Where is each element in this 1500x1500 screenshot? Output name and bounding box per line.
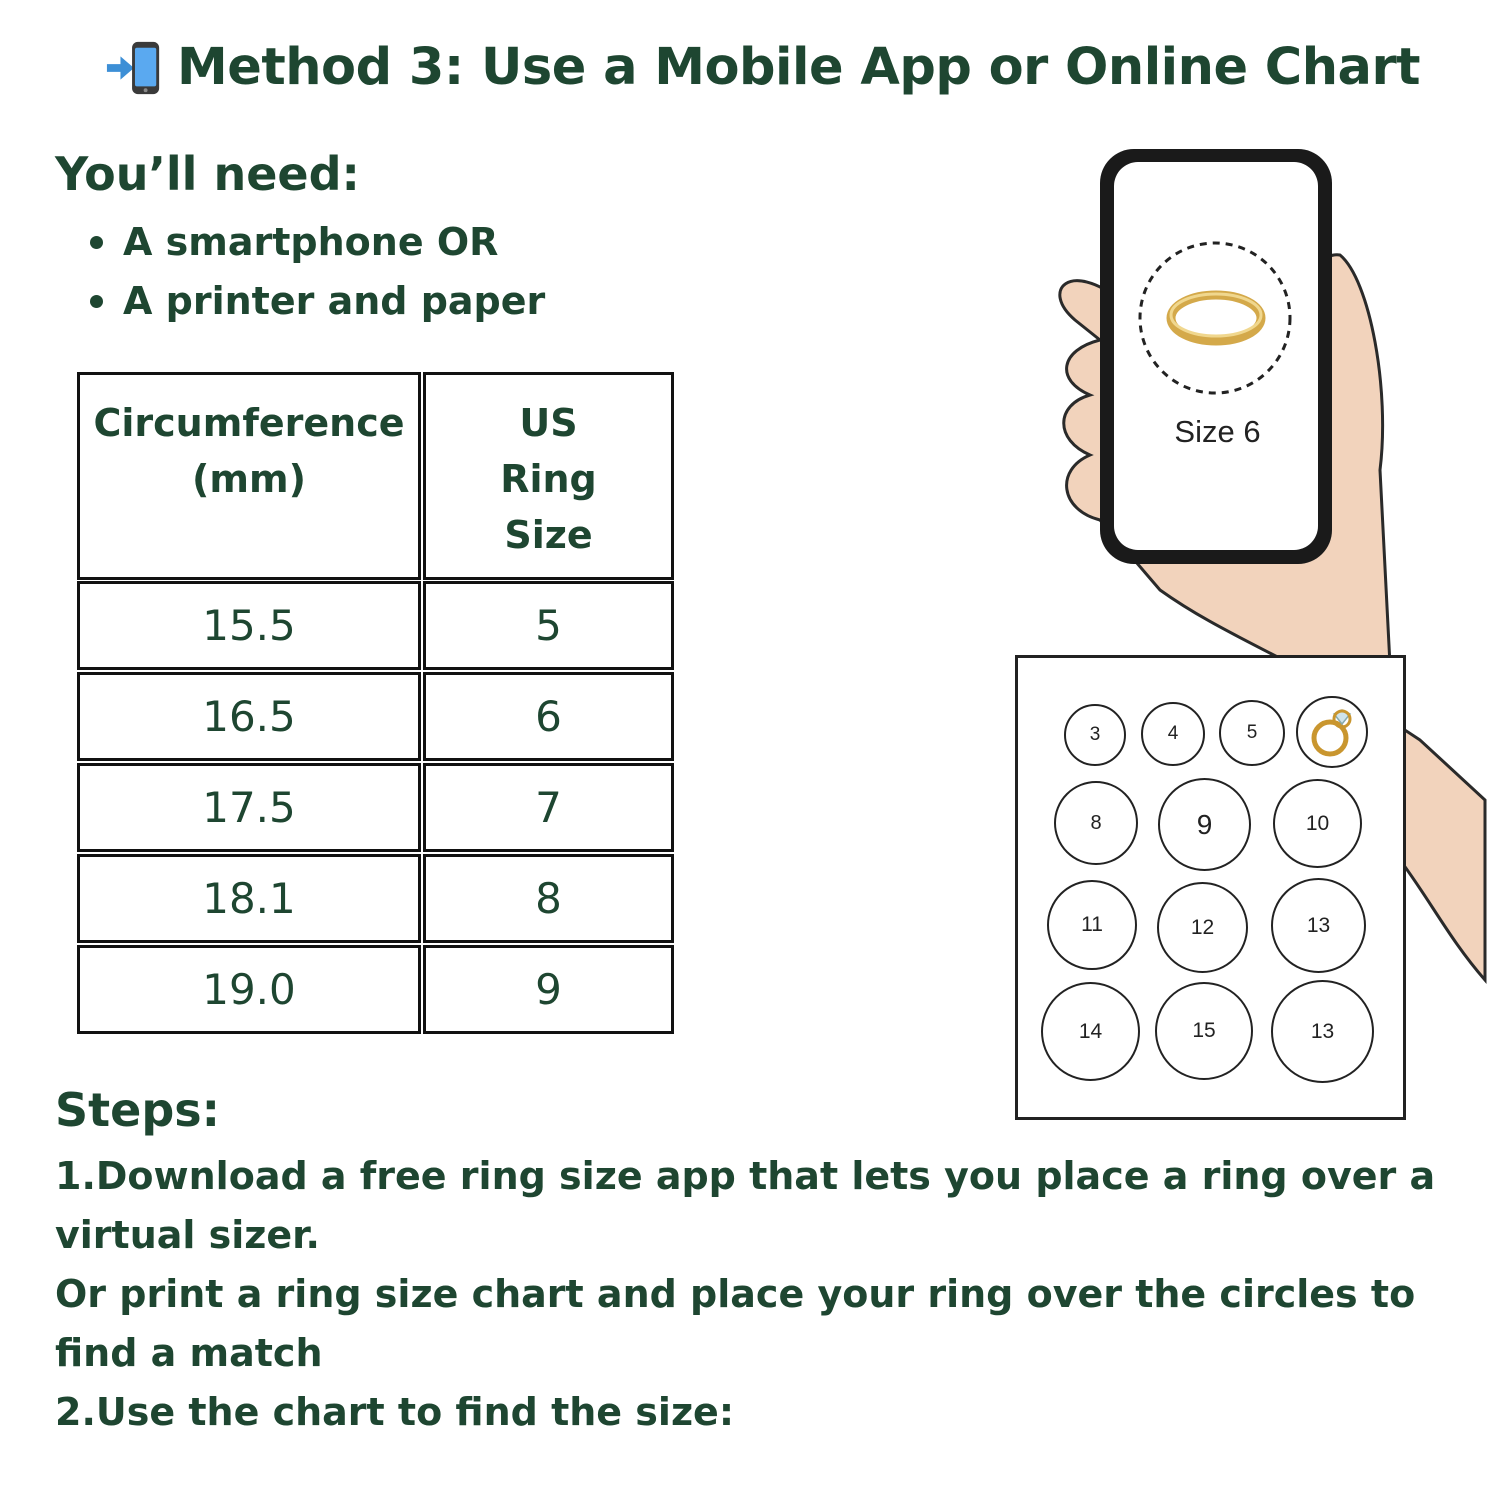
phone-size-label: Size 6 bbox=[1174, 414, 1261, 449]
table-cell-ring-size: 8 bbox=[423, 854, 674, 943]
phone-screen bbox=[1114, 162, 1318, 550]
table-cell-ring-size: 7 bbox=[423, 763, 674, 852]
sizer-circle: 4 bbox=[1141, 702, 1205, 766]
sizer-circle: 3 bbox=[1064, 704, 1126, 766]
table-cell-circumference: 18.1 bbox=[77, 854, 421, 943]
sizer-circle: 5 bbox=[1219, 700, 1285, 766]
step-text: 1.Download a free ring size app that lets you place a ring over a virtual sizer. bbox=[55, 1154, 1436, 1257]
bullet-icon bbox=[90, 295, 103, 308]
mobile-phone-arrow-icon bbox=[105, 39, 163, 97]
list-item: A smartphone OR bbox=[90, 213, 545, 272]
needs-heading: You’ll need: bbox=[55, 147, 360, 201]
table-cell-circumference: 17.5 bbox=[77, 763, 421, 852]
table-cell-circumference: 19.0 bbox=[77, 945, 421, 1034]
step-text: 2.Use the chart to find the size: bbox=[55, 1390, 735, 1434]
table-cell-circumference: 15.5 bbox=[77, 581, 421, 670]
sizer-circle: 8 bbox=[1054, 781, 1138, 865]
table-cell-ring-size: 6 bbox=[423, 672, 674, 761]
needs-list bbox=[90, 213, 545, 331]
table-cell-ring-size: 5 bbox=[423, 581, 674, 670]
sizer-circle: 9 bbox=[1158, 778, 1251, 871]
sizer-circle: 13 bbox=[1271, 878, 1366, 973]
sizer-circle: 12 bbox=[1157, 882, 1248, 973]
sizer-circle: 11 bbox=[1047, 880, 1137, 970]
table-cell-circumference: 16.5 bbox=[77, 672, 421, 761]
sizer-circle: 14 bbox=[1041, 982, 1140, 1081]
sizer-circle: 15 bbox=[1155, 982, 1253, 1080]
page-title bbox=[105, 38, 1420, 97]
steps-list bbox=[55, 1147, 1495, 1442]
diamond-ring-icon bbox=[1296, 696, 1368, 768]
step-text: Or print a ring size chart and place your ring over the circles to find a match bbox=[55, 1272, 1416, 1375]
bullet-icon bbox=[90, 236, 103, 249]
sizer-circle: 13 bbox=[1271, 980, 1374, 1083]
table-header-circumference: Circumference (mm) bbox=[77, 372, 421, 580]
page-title-text: Method 3: Use a Mobile App or Online Chart bbox=[177, 38, 1420, 97]
ring-sizer-chart bbox=[1015, 655, 1406, 1120]
table-cell-ring-size: 9 bbox=[423, 945, 674, 1034]
list-item: A printer and paper bbox=[90, 272, 545, 331]
sizer-circle: 10 bbox=[1273, 779, 1362, 868]
steps-heading: Steps: bbox=[55, 1083, 221, 1137]
table-header-ring-size: US Ring Size bbox=[423, 372, 674, 580]
